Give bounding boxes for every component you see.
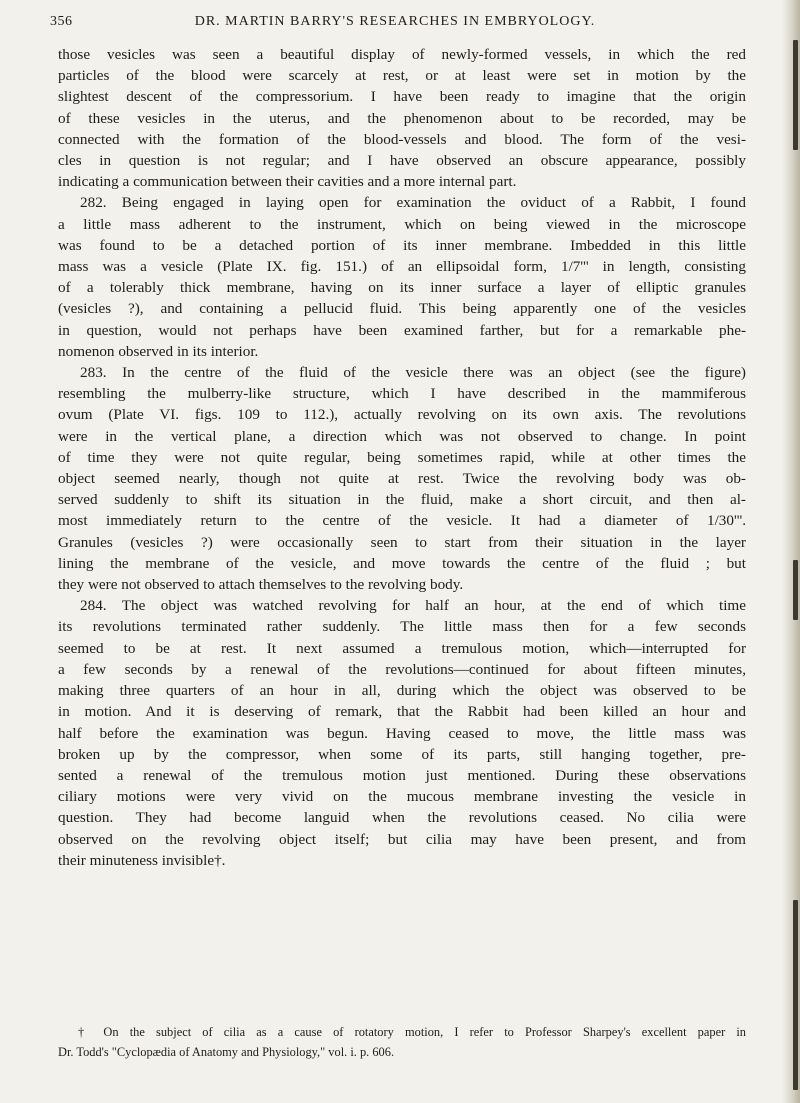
text-line: of these vesicles in the uterus, and the phenomenon about to be recorded, may be (58, 109, 746, 127)
text-line: Granules (vesicles ?) were occasionally seen to start from their situation in the layer (58, 533, 746, 551)
text-line: ovum (Plate VI. figs. 109 to 112.), actually revolving on its own axis. The revolutions (58, 406, 746, 424)
text-line: seemed to be at rest. It next assumed a tremulous motion, which—interrupted for (58, 639, 746, 657)
binding-mark (793, 560, 798, 620)
text-line: observed on the revolving object itself; but cilia may have been present, and from (58, 830, 746, 848)
text-line: those vesicles was seen a beautiful display of newly-formed vessels, in which the red (58, 46, 746, 63)
text-line: of a tolerably thick membrane, having on its inner surface a layer of elliptic granules (58, 279, 746, 297)
text-line: resembling the mulberry-like structure, which I have described in the mammiferous (58, 385, 746, 403)
text-line: lining the membrane of the vesicle, and move towards the centre of the fluid ; but (58, 554, 746, 572)
text-line: their minuteness invisible†. (58, 851, 226, 869)
page-number: 356 (50, 14, 73, 29)
paragraph-282-start: 282. Being engaged in laying open for examination the oviduct of a Rabbit, I found (80, 194, 746, 212)
binding-mark (793, 900, 798, 1090)
text-line: mass was a vesicle (Plate IX. fig. 151.) of an ellipsoidal form, 1/7''' in length, consisting (58, 258, 746, 276)
text-line: sented a renewal of the tremulous motion just mentioned. During these observations (58, 766, 746, 784)
text-line: question. They had become languid when the revolutions ceased. No cilia were (58, 809, 746, 827)
binding-mark (793, 40, 798, 150)
text-line: were in the vertical plane, a direction which was not observed to change. In point (58, 427, 746, 445)
footnote-line: † On the subject of cilia as a cause of rotatory motion, I refer to Professor Sharpey's excellent paper in (78, 1025, 746, 1039)
text-line: served suddenly to shift its situation in the fluid, make a short circuit, and then al- (58, 491, 746, 509)
text-line: a little mass adherent to the instrument, which on being viewed in the microscope (58, 215, 746, 233)
text-line: half before the examination was begun. Having ceased to move, the little mass was (58, 724, 746, 742)
footnote-line: Dr. Todd's "Cyclopædia of Anatomy and Physiology," vol. i. p. 606. (58, 1045, 395, 1059)
text-line: particles of the blood were scarcely at rest, or at least were set in motion by the (58, 67, 746, 85)
text-line: indicating a communication between their cavities and a more internal part. (58, 173, 517, 191)
paragraph-284-start: 284. The object was watched revolving for half an hour, at the end of which time (80, 597, 746, 615)
text-line: broken up by the compressor, when some of its parts, still hanging together, pre- (58, 745, 746, 763)
paragraph-283-start: 283. In the centre of the fluid of the vesicle there was an object (see the figure) (80, 364, 746, 382)
text-line: was found to be a detached portion of its inner membrane. Imbedded in this little (58, 236, 746, 254)
text-line: its revolutions terminated rather suddenly. The little mass then for a few seconds (58, 618, 746, 636)
footnote (58, 1022, 746, 1062)
text-line: making three quarters of an hour in all, during which the object was observed to be (58, 682, 746, 700)
text-line: they were not observed to attach themselves to the revolving body. (58, 576, 464, 594)
text-line: object seemed nearly, though not quite at rest. Twice the revolving body was ob- (58, 470, 746, 488)
text-line: (vesicles ?), and containing a pellucid fluid. This being apparently one of the vesicles (58, 300, 746, 318)
text-line: slightest descent of the compressorium. I have been ready to imagine that the origin (58, 88, 746, 106)
text-line: most immediately return to the centre of the vesicle. It had a diameter of 1/30'''. (58, 512, 746, 530)
text-line: a few seconds by a renewal of the revolutions—continued for about fifteen minutes, (58, 660, 746, 678)
text-line: in question, would not perhaps have been examined farther, but for a remarkable phe- (58, 321, 746, 339)
text-line: of time they were not quite regular, being sometimes rapid, while at other times the (58, 448, 746, 466)
text-line: connected with the formation of the blood-vessels and blood. The form of the vesi- (58, 130, 746, 148)
text-line: cles in question is not regular; and I have observed an obscure appearance, possibly (58, 152, 746, 170)
body-text (58, 44, 746, 871)
running-title: DR. MARTIN BARRY'S RESEARCHES IN EMBRYOLOGY. (194, 14, 596, 29)
text-line: in motion. And it is deserving of remark, that the Rabbit had been killed an hour and (58, 703, 746, 721)
text-line: nomenon observed in its interior. (58, 342, 259, 360)
running-header (50, 14, 740, 34)
text-line: ciliary motions were very vivid on the mucous membrane investing the vesicle in (58, 788, 746, 806)
